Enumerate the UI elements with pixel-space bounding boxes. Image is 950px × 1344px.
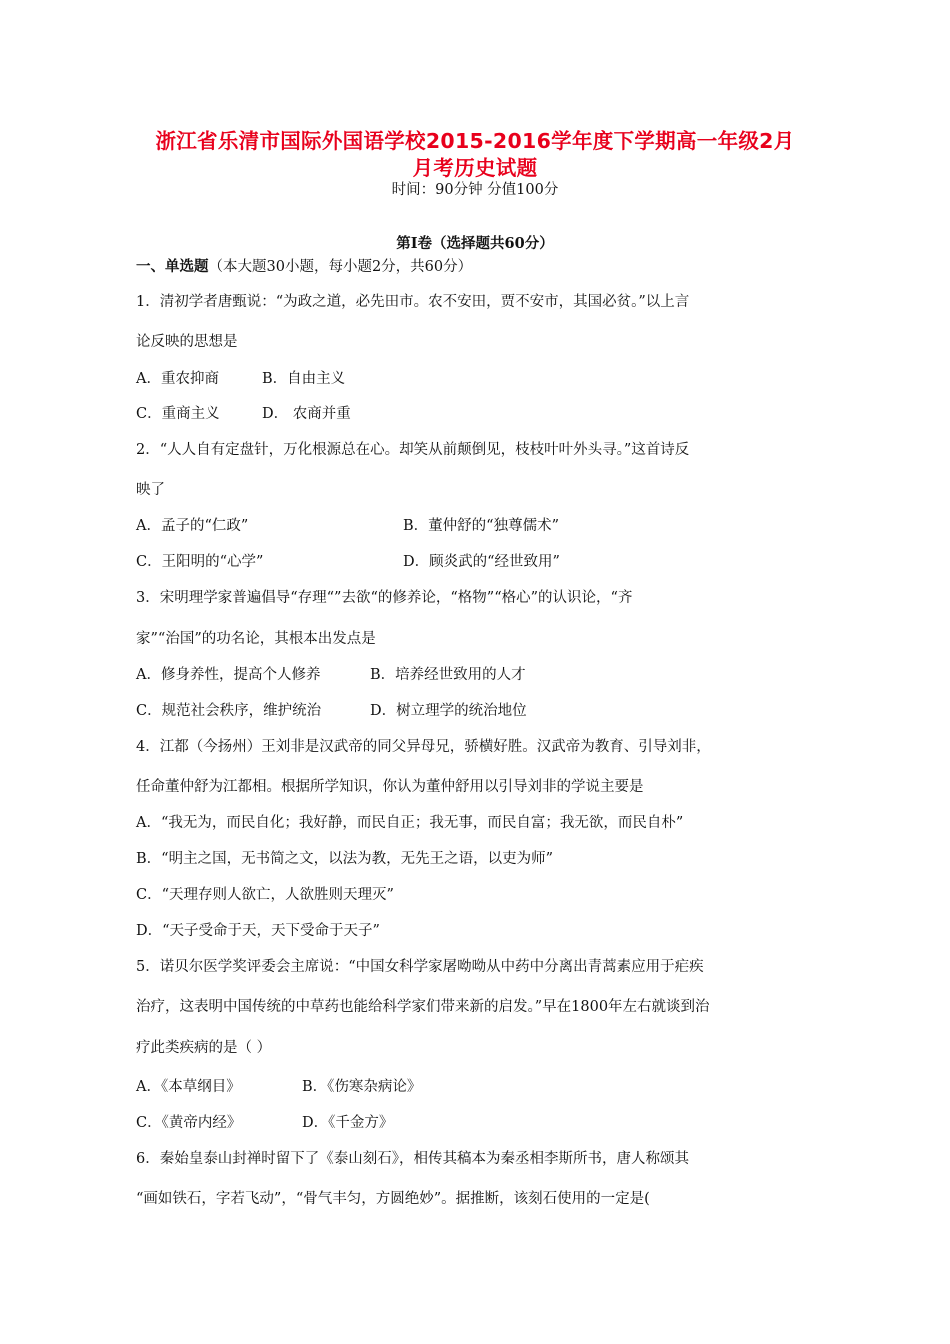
q2-option-c: C．王阳明的“心学” (136, 554, 264, 570)
q6-stem-line1: 6．秦始皇泰山封禅时留下了《泰山刻石》，相传其稿本为秦丞相李斯所书，唐人称颂其 (136, 1151, 689, 1167)
q5-stem-line2: 治疗，这表明中国传统的中草药也能给科学家们带来新的启发。”早在1800年左右就谈到治 (136, 999, 710, 1015)
q3-stem-line1: 3．宋明理学家普遍倡导“存理“”去欲“的修养论，“格物”“格心”的认识论，“齐 (136, 590, 633, 606)
q6-stem-line2: “画如铁石，字若飞动”，“骨气丰匀，方圆绝妙”。据推断，该刻石使用的一定是( (136, 1191, 650, 1207)
part-title: 一、单选题 (136, 258, 209, 275)
q1-option-a: A．重农抑商 (136, 371, 219, 387)
section-title: 第Ⅰ卷（选择题共60分） (396, 235, 554, 252)
exam-time-score: 时间：90分钟 分值100分 (391, 182, 559, 198)
q5-stem-line3: 疗此类疾病的是（ ） (136, 1040, 272, 1056)
q5-option-a: A．《本草纲目》 (136, 1079, 241, 1095)
q4-stem-line2: 任命董仲舒为江都相。根据所学知识，你认为董仲舒用以引导刘非的学说主要是 (136, 779, 644, 795)
q1-option-b: B．自由主义 (262, 371, 346, 387)
q5-stem-line1: 5．诺贝尔医学奖评委会主席说：“中国女科学家屠呦呦从中药中分离出青蒿素应用于疟疾 (136, 959, 704, 975)
q2-stem-line1: 2．“人人自有定盘针，万化根源总在心。却笑从前颠倒见，枝枝叶叶外头寻。”这首诗反 (136, 442, 690, 458)
exam-title-line2: 月考历史试题 (412, 156, 538, 180)
q2-option-b: B．董仲舒的“独尊儒术” (403, 518, 559, 534)
q5-option-b: B．《伤寒杂病论》 (302, 1079, 422, 1095)
q5-option-d: D．《千金方》 (302, 1115, 394, 1131)
q3-option-c: C．规范社会秩序，维护统治 (136, 703, 322, 719)
q2-option-d: D．顾炎武的“经世致用” (403, 554, 560, 570)
q3-option-b: B．培养经世致用的人才 (370, 667, 526, 683)
q1-option-c: C．重商主义 (136, 406, 220, 422)
part-heading (136, 255, 472, 276)
q1-stem-line1: 1．清初学者唐甄说：“为政之道，必先田市。农不安田，贾不安市，其国必贫。”以上言 (136, 294, 690, 310)
q2-stem-line2: 映了 (136, 482, 165, 498)
q1-stem-line2: 论反映的思想是 (136, 334, 238, 350)
q4-option-a: A．“我无为，而民自化；我好静，而民自正；我无事，而民自富；我无欲，而民自朴” (136, 815, 684, 831)
q1-option-d: D． 农商并重 (262, 406, 351, 422)
q2-option-a: A．孟子的“仁政” (136, 518, 249, 534)
q5-option-c: C．《黄帝内经》 (136, 1115, 242, 1131)
q4-option-c: C．“天理存则人欲亡，人欲胜则天理灭” (136, 887, 394, 903)
part-note: （本大题30小题，每小题2分，共60分） (208, 259, 473, 275)
q3-option-a: A．修身养性，提高个人修养 (136, 667, 321, 683)
exam-title-line1: 浙江省乐清市国际外国语学校2015-2016学年度下学期高一年级2月 (155, 129, 795, 153)
q4-option-b: B．“明主之国，无书简之文，以法为教，无先王之语，以吏为师” (136, 851, 553, 867)
q4-stem-line1: 4．江都（今扬州）王刘非是汉武帝的同父异母兄，骄横好胜。汉武帝为教育、引导刘非， (136, 739, 711, 755)
q3-option-d: D．树立理学的统治地位 (370, 703, 527, 719)
q4-option-d: D．“天子受命于天，天下受命于天子” (136, 923, 380, 939)
q3-stem-line2: 家”“治国”的功名论，其根本出发点是 (136, 631, 376, 647)
